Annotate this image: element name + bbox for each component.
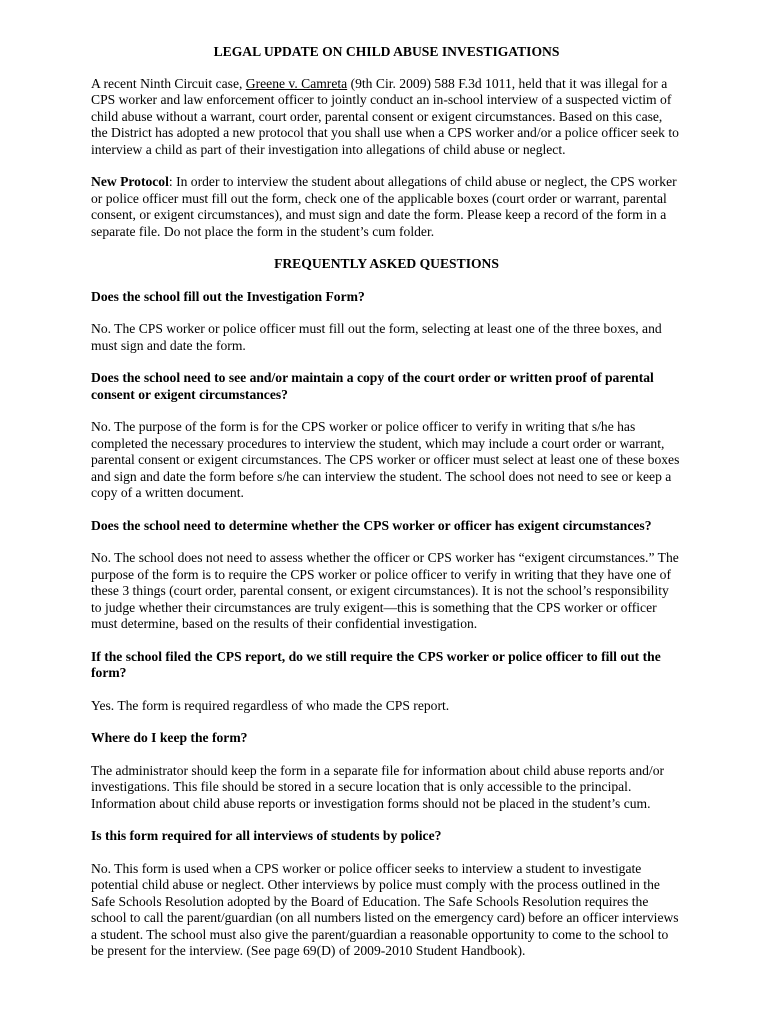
intro-text-after: (9th Cir. 2009) 588 F.3d 1011, held that it was illegal for a CPS worker and law enforcement officer to jointly conduct an in-school interview of a suspected victim of child abuse without a warrant, court order, parental consent or exigent circumstances. Based on this case, the District has adopted a new protocol that you shall use when a CPS worker and/or a police officer seek to interview a child as part of their investigation into allegations of child abuse or neglect. xyxy=(91,75,679,157)
intro-text-before: A recent Ninth Circuit case, xyxy=(91,75,246,91)
document-title: LEGAL UPDATE ON CHILD ABUSE INVESTIGATIONS xyxy=(213,44,560,59)
faq-answer-1: No. The CPS worker or police officer must fill out the form, selecting at least one of the three boxes, and must sign and date the form. xyxy=(91,321,662,353)
faq-answer-6: No. This form is used when a CPS worker or police officer seeks to interview a student to investigate potential child abuse or neglect. Other interviews by police must comply with the process outlined in the Safe Schools Resolution adopted by the Board of Education. The Safe Schools Resolution requires the school to call the parent/guardian (on all numbers listed on the emergency card) before an officer interviews a student. The school must also give the parent/guardian a reasonable opportunity to come to the school to be present for the interview. (See page 69(D) of 2009-2010 Student Handbook). xyxy=(91,860,679,958)
faq-answer-2: No. The purpose of the form is for the CPS worker or police officer to verify in writing that s/he has completed the necessary procedures to interview the student, which may include a court order or warrant, parental consent or exigent circumstances. The CPS worker or officer must select at least one of these boxes and sign and date the form before s/he can interview the student. The school does not need to see or keep a copy of a written document. xyxy=(91,419,680,500)
faq-answer-5: The administrator should keep the form in a separate file for information about child abuse reports and/or investigations. This file should be stored in a secure location that is only accessible to the principal. Information about child abuse reports or investigation forms should not be placed in the student’s cum. xyxy=(91,762,665,811)
faq-question-1: Does the school fill out the Investigation Form? xyxy=(91,288,365,304)
protocol-text: : In order to interview the student about allegations of child abuse or neglect, the CPS worker or police officer must fill out the form, check one of the applicable boxes (court order or warrant, parental consent, or exigent circumstances), and must sign and date the form. Please keep a record of the form in a separate file. Do not place the form in the student’s cum folder. xyxy=(91,174,677,239)
faq-heading: FREQUENTLY ASKED QUESTIONS xyxy=(274,256,499,271)
faq-answer-4: Yes. The form is required regardless of who made the CPS report. xyxy=(91,697,450,713)
faq-question-5: Where do I keep the form? xyxy=(91,730,248,745)
protocol-paragraph xyxy=(91,174,682,240)
intro-paragraph xyxy=(91,76,682,159)
faq-question-3: Does the school need to determine whether the CPS worker or officer has exigent circumstances? xyxy=(91,517,652,533)
faq-answer-3: No. The school does not need to assess whether the officer or CPS worker has “exigent circumstances.” The purpose of the form is to require the CPS worker or police officer to verify in writing that they have one of these 3 things (court order, parental consent, or exigent circumstances). It is not the school’s responsibility to judge whether their circumstances are truly exigent—this is something that the CPS worker or officer must determine, based on the results of their confidential investigation. xyxy=(91,550,679,631)
faq-question-6: Is this form required for all interviews of students by police? xyxy=(91,828,442,843)
faq-question-2: Does the school need to see and/or maintain a copy of the court order or written proof of parental consent or exigent circumstances? xyxy=(91,370,654,402)
case-name: Greene v. Camreta xyxy=(245,75,348,91)
protocol-label: New Protocol xyxy=(91,174,169,189)
faq-question-4: If the school filed the CPS report, do we still require the CPS worker or police officer to fill out the form? xyxy=(91,648,661,680)
